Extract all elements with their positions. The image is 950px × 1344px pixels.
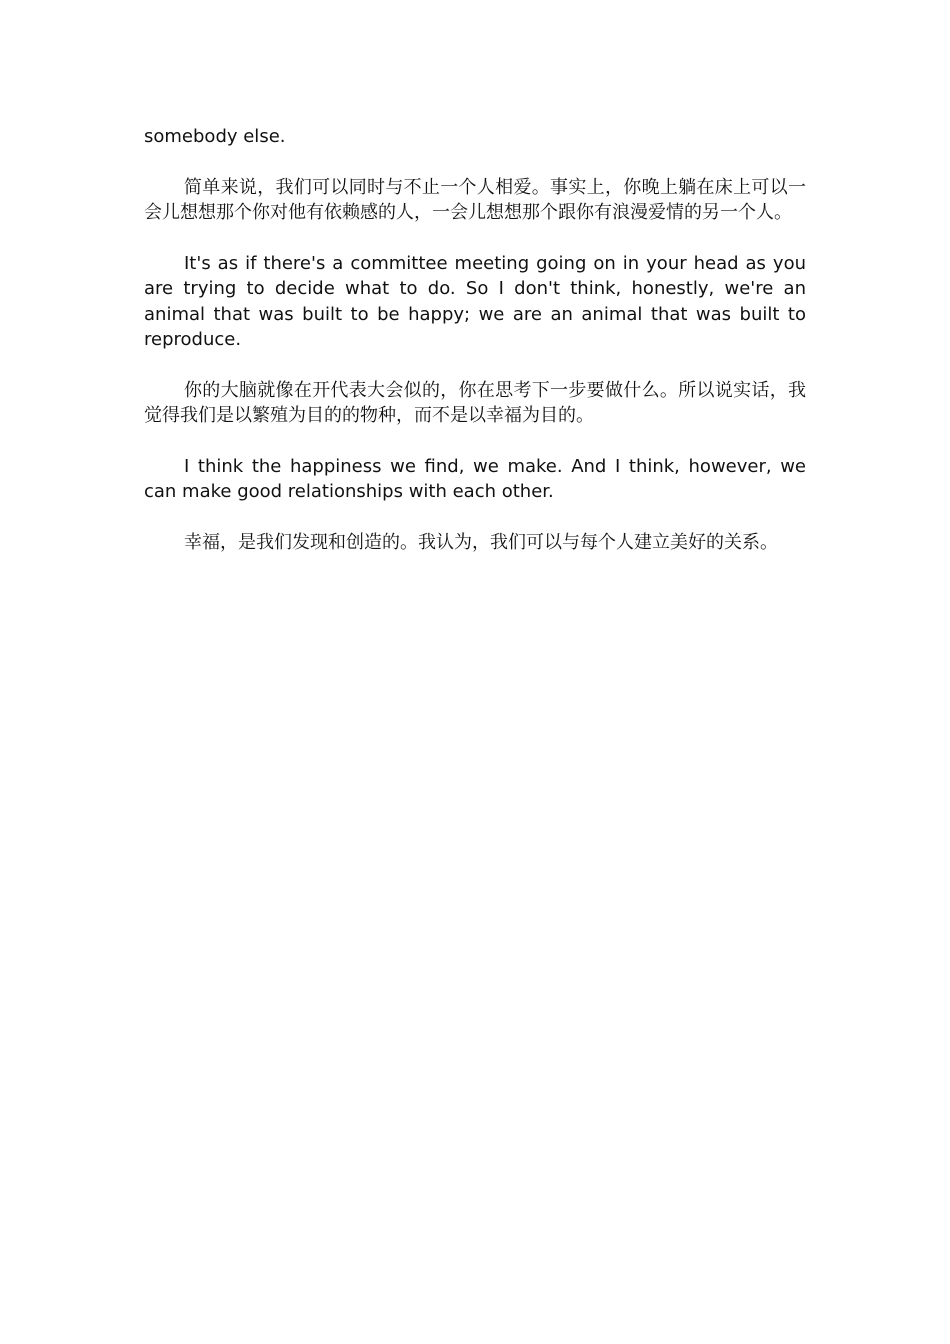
paragraph-chinese-translation: 幸福，是我们发现和创造的。我认为，我们可以与每个人建立美好的关系。	[184, 531, 778, 553]
paragraph-english: It's as if there's a committee meeting going on in your head as you are trying to decide what to do. So I don't think, honestly, we're an animal that was built to be happy; we are an animal that was built to reproduce.	[144, 252, 806, 350]
paragraph-chinese-translation: 简单来说，我们可以同时与不止一个人相爱。事实上，你晚上躺在床上可以一会儿想想那个你对他有依赖感的人，一会儿想想那个跟你有浪漫爱情的另一个人。	[144, 176, 806, 223]
paragraph-chinese-translation: 你的大脑就像在开代表大会似的，你在思考下一步要做什么。所以说实话，我觉得我们是以繁殖为目的的物种，而不是以幸福为目的。	[144, 379, 806, 426]
paragraph-continuation: somebody else.	[144, 126, 286, 147]
paragraph-english: I think the happiness we find, we make. And I think, however, we can make good relationships with each other.	[144, 455, 806, 502]
document-body	[144, 124, 806, 580]
